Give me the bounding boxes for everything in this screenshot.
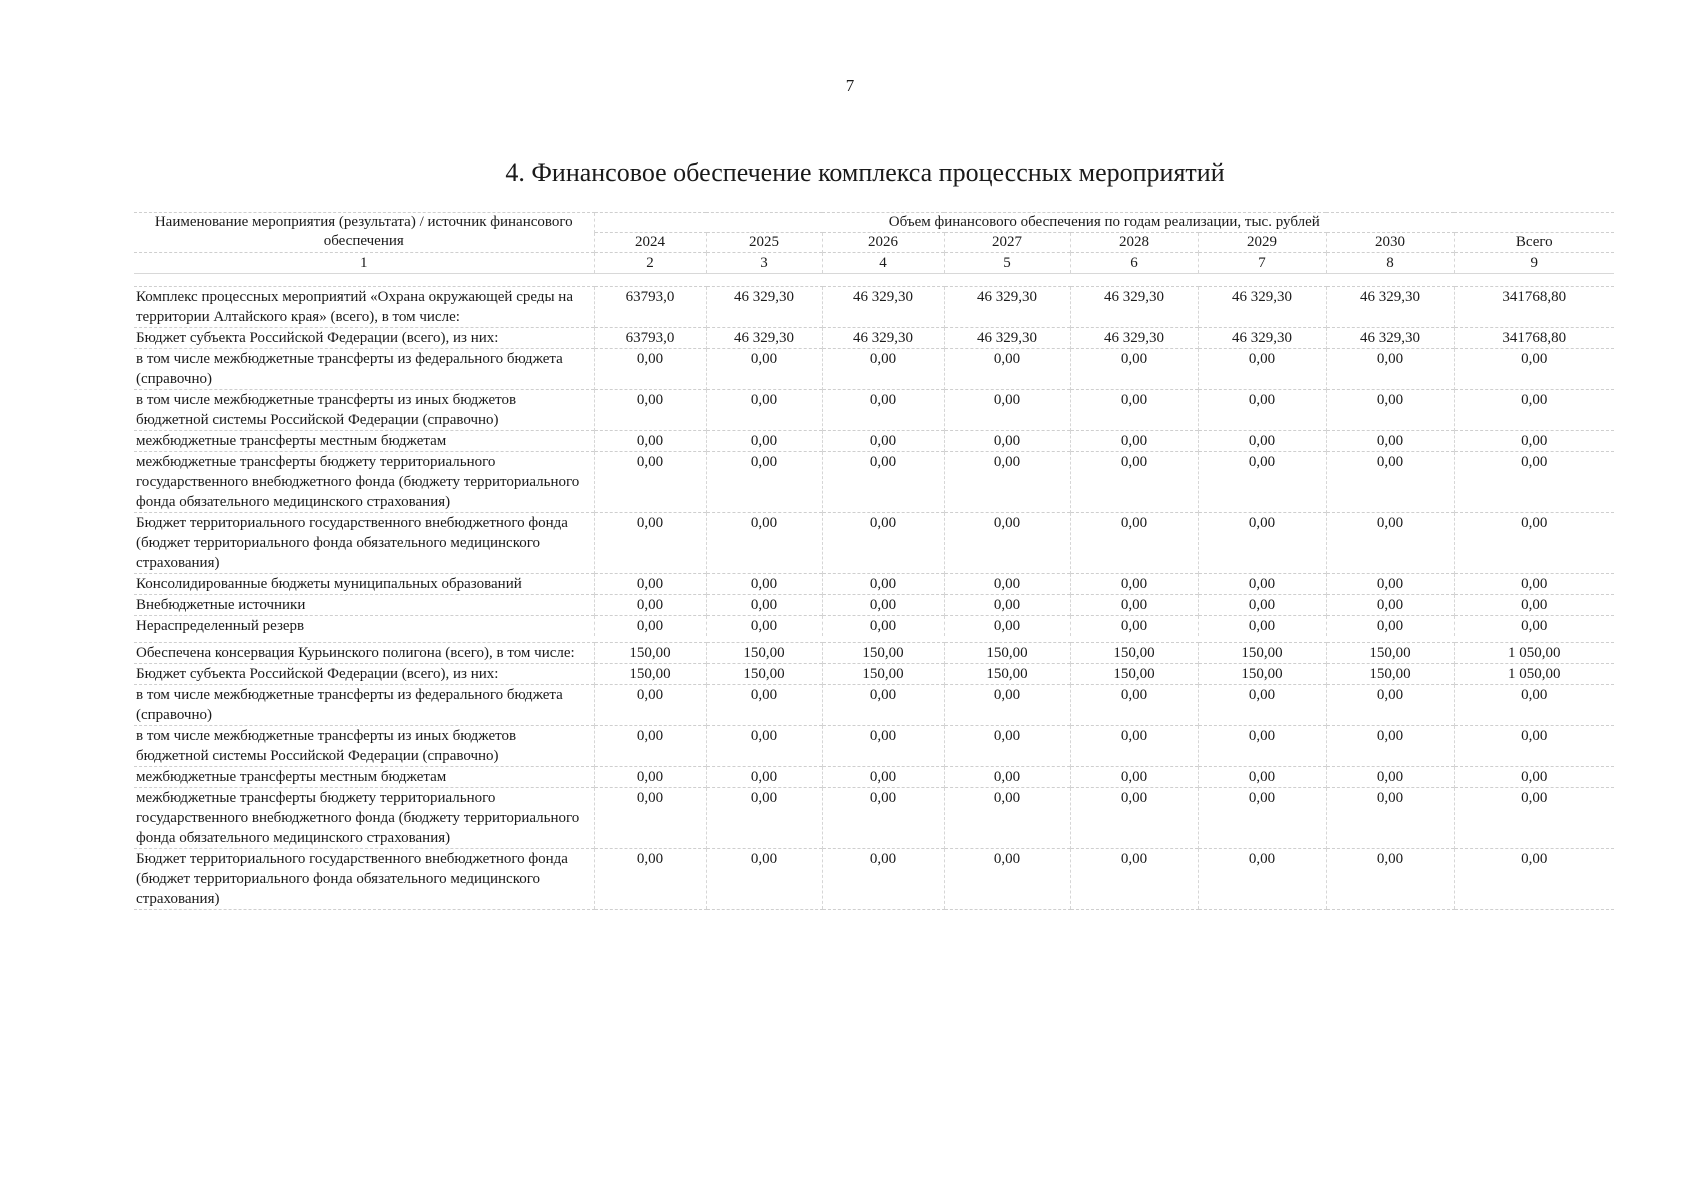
value-cell: 46 329,30	[706, 328, 822, 349]
header-row-group	[134, 213, 1614, 233]
value-cell: 0,00	[1326, 726, 1454, 767]
value-cell: 0,00	[1070, 431, 1198, 452]
value-cell: 0,00	[706, 452, 822, 513]
value-cell: 0,00	[822, 574, 944, 595]
value-cell: 0,00	[1326, 767, 1454, 788]
value-cell: 0,00	[1070, 685, 1198, 726]
value-cell: 0,00	[1326, 349, 1454, 390]
total-cell: 0,00	[1454, 513, 1614, 574]
value-cell: 46 329,30	[1326, 328, 1454, 349]
total-cell: 0,00	[1454, 788, 1614, 849]
value-cell: 150,00	[822, 664, 944, 685]
value-cell: 0,00	[1198, 767, 1326, 788]
row-label: Консолидированные бюджеты муниципальных образований	[134, 574, 594, 595]
total-cell: 0,00	[1454, 349, 1614, 390]
value-cell: 0,00	[944, 390, 1070, 431]
value-cell: 150,00	[594, 664, 706, 685]
value-cell: 0,00	[594, 349, 706, 390]
total-cell: 0,00	[1454, 431, 1614, 452]
value-cell: 150,00	[1326, 664, 1454, 685]
value-cell: 46 329,30	[1198, 328, 1326, 349]
value-cell: 0,00	[594, 452, 706, 513]
value-cell: 0,00	[1326, 513, 1454, 574]
value-cell: 0,00	[706, 685, 822, 726]
value-cell: 0,00	[1070, 616, 1198, 637]
row-label: Бюджет субъекта Российской Федерации (всего), из них:	[134, 328, 594, 349]
value-cell: 0,00	[822, 595, 944, 616]
total-cell: 1 050,00	[1454, 664, 1614, 685]
value-cell: 0,00	[1326, 595, 1454, 616]
table-row	[134, 595, 1614, 616]
year-header: 2029	[1198, 233, 1326, 253]
value-cell: 0,00	[1198, 788, 1326, 849]
value-cell: 0,00	[1326, 788, 1454, 849]
value-cell: 46 329,30	[1326, 287, 1454, 328]
table-row	[134, 431, 1614, 452]
row-label: межбюджетные трансферты местным бюджетам	[134, 767, 594, 788]
value-cell: 0,00	[594, 390, 706, 431]
value-cell: 0,00	[706, 788, 822, 849]
row-label: межбюджетные трансферты местным бюджетам	[134, 431, 594, 452]
name-column-header: Наименование мероприятия (результата) / источник финансового обеспечения	[134, 213, 594, 253]
value-cell: 150,00	[706, 664, 822, 685]
value-cell: 0,00	[944, 767, 1070, 788]
year-header: 2030	[1326, 233, 1454, 253]
value-cell: 0,00	[1070, 595, 1198, 616]
value-cell: 0,00	[1070, 452, 1198, 513]
column-number: 7	[1198, 253, 1326, 274]
value-cell: 0,00	[944, 616, 1070, 637]
section-spacer	[134, 274, 1614, 287]
value-cell: 0,00	[594, 788, 706, 849]
value-cell: 0,00	[944, 431, 1070, 452]
value-cell: 0,00	[822, 788, 944, 849]
table-row	[134, 574, 1614, 595]
value-cell: 0,00	[1198, 452, 1326, 513]
value-cell: 0,00	[944, 849, 1070, 910]
value-cell: 0,00	[594, 513, 706, 574]
value-cell: 0,00	[944, 685, 1070, 726]
value-cell: 0,00	[1198, 685, 1326, 726]
column-number: 8	[1326, 253, 1454, 274]
total-cell: 1 050,00	[1454, 643, 1614, 664]
total-cell: 0,00	[1454, 685, 1614, 726]
value-cell: 0,00	[1198, 390, 1326, 431]
value-cell: 0,00	[822, 685, 944, 726]
value-cell: 0,00	[822, 616, 944, 637]
row-label: Обеспечена консервация Курьинского полигона (всего), в том числе:	[134, 643, 594, 664]
value-cell: 63793,0	[594, 328, 706, 349]
table-body	[134, 274, 1614, 910]
table-row	[134, 616, 1614, 637]
table-row	[134, 767, 1614, 788]
value-cell: 0,00	[1326, 685, 1454, 726]
value-cell: 0,00	[594, 595, 706, 616]
total-cell: 0,00	[1454, 767, 1614, 788]
total-cell: 0,00	[1454, 616, 1614, 637]
value-cell: 0,00	[1198, 595, 1326, 616]
financing-table	[134, 212, 1614, 910]
value-cell: 150,00	[706, 643, 822, 664]
value-cell: 0,00	[1198, 849, 1326, 910]
value-cell: 0,00	[706, 574, 822, 595]
value-cell: 0,00	[944, 726, 1070, 767]
row-label: Бюджет субъекта Российской Федерации (всего), из них:	[134, 664, 594, 685]
value-cell: 0,00	[1198, 726, 1326, 767]
value-cell: 46 329,30	[1198, 287, 1326, 328]
page-number: 7	[845, 76, 855, 95]
row-label: в том числе межбюджетные трансферты из иных бюджетов бюджетной системы Российской Федерации (справочно)	[134, 390, 594, 431]
value-cell: 0,00	[1326, 452, 1454, 513]
value-cell: 0,00	[594, 574, 706, 595]
table-row	[134, 726, 1614, 767]
value-cell: 0,00	[1326, 616, 1454, 637]
value-cell: 0,00	[822, 767, 944, 788]
value-cell: 0,00	[822, 431, 944, 452]
table-row	[134, 788, 1614, 849]
row-label: в том числе межбюджетные трансферты из иных бюджетов бюджетной системы Российской Федерации (справочно)	[134, 726, 594, 767]
column-number: 5	[944, 253, 1070, 274]
table-row	[134, 513, 1614, 574]
row-label: межбюджетные трансферты бюджету территориального государственного внебюджетного фонда (бюджету территориального фонда обязательного медицинского страхования)	[134, 788, 594, 849]
value-cell: 0,00	[822, 849, 944, 910]
value-cell: 0,00	[1070, 390, 1198, 431]
value-cell: 0,00	[944, 595, 1070, 616]
column-number: 6	[1070, 253, 1198, 274]
value-cell: 0,00	[1070, 574, 1198, 595]
row-label: межбюджетные трансферты бюджету территориального государственного внебюджетного фонда (бюджету территориального фонда обязательного медицинского страхования)	[134, 452, 594, 513]
column-number: 3	[706, 253, 822, 274]
value-cell: 0,00	[1198, 349, 1326, 390]
value-cell: 0,00	[822, 726, 944, 767]
total-cell: 341768,80	[1454, 287, 1614, 328]
value-cell: 0,00	[1070, 788, 1198, 849]
value-cell: 0,00	[1326, 849, 1454, 910]
value-cell: 0,00	[822, 513, 944, 574]
value-cell: 150,00	[944, 664, 1070, 685]
value-cell: 0,00	[822, 390, 944, 431]
column-number-row	[134, 253, 1614, 274]
row-label: Комплекс процессных мероприятий «Охрана окружающей среды на территории Алтайского края» (всего), в том числе:	[134, 287, 594, 328]
value-cell: 0,00	[706, 767, 822, 788]
total-cell: 0,00	[1454, 390, 1614, 431]
value-cell: 150,00	[1070, 643, 1198, 664]
year-header: 2027	[944, 233, 1070, 253]
value-cell: 150,00	[822, 643, 944, 664]
value-cell: 0,00	[944, 349, 1070, 390]
total-cell: 0,00	[1454, 726, 1614, 767]
value-cell: 150,00	[1326, 643, 1454, 664]
year-header: 2026	[822, 233, 944, 253]
value-cell: 0,00	[1326, 431, 1454, 452]
value-cell: 0,00	[944, 574, 1070, 595]
year-header: 2024	[594, 233, 706, 253]
value-cell: 0,00	[822, 349, 944, 390]
table-row	[134, 849, 1614, 910]
value-cell: 0,00	[1070, 349, 1198, 390]
value-cell: 0,00	[1070, 849, 1198, 910]
value-cell: 0,00	[1198, 431, 1326, 452]
value-cell: 0,00	[1198, 513, 1326, 574]
value-cell: 0,00	[1070, 726, 1198, 767]
value-cell: 0,00	[706, 513, 822, 574]
value-cell: 0,00	[1070, 767, 1198, 788]
value-cell: 0,00	[594, 616, 706, 637]
value-cell: 0,00	[944, 513, 1070, 574]
total-cell: 0,00	[1454, 452, 1614, 513]
total-cell: 0,00	[1454, 849, 1614, 910]
table-row	[134, 328, 1614, 349]
row-label: Бюджет территориального государственного внебюджетного фонда (бюджет территориального фонда обязательного медицинского страхования)	[134, 849, 594, 910]
row-label: Бюджет территориального государственного внебюджетного фонда (бюджет территориального фонда обязательного медицинского страхования)	[134, 513, 594, 574]
value-cell: 46 329,30	[822, 287, 944, 328]
value-cell: 0,00	[1326, 574, 1454, 595]
row-label: Нераспределенный резерв	[134, 616, 594, 637]
row-label: в том числе межбюджетные трансферты из федерального бюджета (справочно)	[134, 685, 594, 726]
value-cell: 46 329,30	[944, 287, 1070, 328]
row-label: в том числе межбюджетные трансферты из федерального бюджета (справочно)	[134, 349, 594, 390]
value-cell: 150,00	[1198, 664, 1326, 685]
value-cell: 0,00	[706, 726, 822, 767]
value-cell: 150,00	[1198, 643, 1326, 664]
value-cell: 46 329,30	[706, 287, 822, 328]
value-cell: 0,00	[594, 767, 706, 788]
value-cell: 0,00	[1070, 513, 1198, 574]
value-cell: 0,00	[1198, 574, 1326, 595]
total-cell: 0,00	[1454, 595, 1614, 616]
value-cell: 0,00	[706, 390, 822, 431]
value-cell: 0,00	[822, 452, 944, 513]
value-cell: 46 329,30	[1070, 287, 1198, 328]
value-cell: 0,00	[706, 349, 822, 390]
year-header: 2025	[706, 233, 822, 253]
value-cell: 0,00	[706, 616, 822, 637]
value-cell: 150,00	[944, 643, 1070, 664]
column-number: 1	[134, 253, 594, 274]
value-cell: 0,00	[706, 849, 822, 910]
value-cell: 0,00	[1326, 390, 1454, 431]
year-header: 2028	[1070, 233, 1198, 253]
value-cell: 150,00	[1070, 664, 1198, 685]
table-row-total	[134, 643, 1614, 664]
total-cell: 341768,80	[1454, 328, 1614, 349]
value-cell: 0,00	[944, 452, 1070, 513]
value-cell: 0,00	[706, 595, 822, 616]
table-row-total	[134, 287, 1614, 328]
table-row	[134, 390, 1614, 431]
column-number: 4	[822, 253, 944, 274]
value-cell: 46 329,30	[1070, 328, 1198, 349]
value-cell: 0,00	[594, 849, 706, 910]
spacer-cell	[134, 274, 1614, 287]
value-cell: 150,00	[594, 643, 706, 664]
total-header: Всего	[1454, 233, 1614, 253]
value-cell: 0,00	[944, 788, 1070, 849]
value-cell: 46 329,30	[822, 328, 944, 349]
table-row	[134, 685, 1614, 726]
value-cell: 0,00	[706, 431, 822, 452]
financing-group-header: Объем финансового обеспечения по годам реализации, тыс. рублей	[594, 213, 1614, 233]
column-number: 9	[1454, 253, 1614, 274]
value-cell: 0,00	[1198, 616, 1326, 637]
value-cell: 0,00	[594, 685, 706, 726]
document-title: 4. Финансовое обеспечение комплекса процессных мероприятий	[505, 158, 1225, 187]
table-row	[134, 664, 1614, 685]
value-cell: 0,00	[594, 431, 706, 452]
value-cell: 46 329,30	[944, 328, 1070, 349]
total-cell: 0,00	[1454, 574, 1614, 595]
value-cell: 63793,0	[594, 287, 706, 328]
table-row	[134, 452, 1614, 513]
value-cell: 0,00	[594, 726, 706, 767]
table-row	[134, 349, 1614, 390]
column-number: 2	[594, 253, 706, 274]
row-label: Внебюджетные источники	[134, 595, 594, 616]
